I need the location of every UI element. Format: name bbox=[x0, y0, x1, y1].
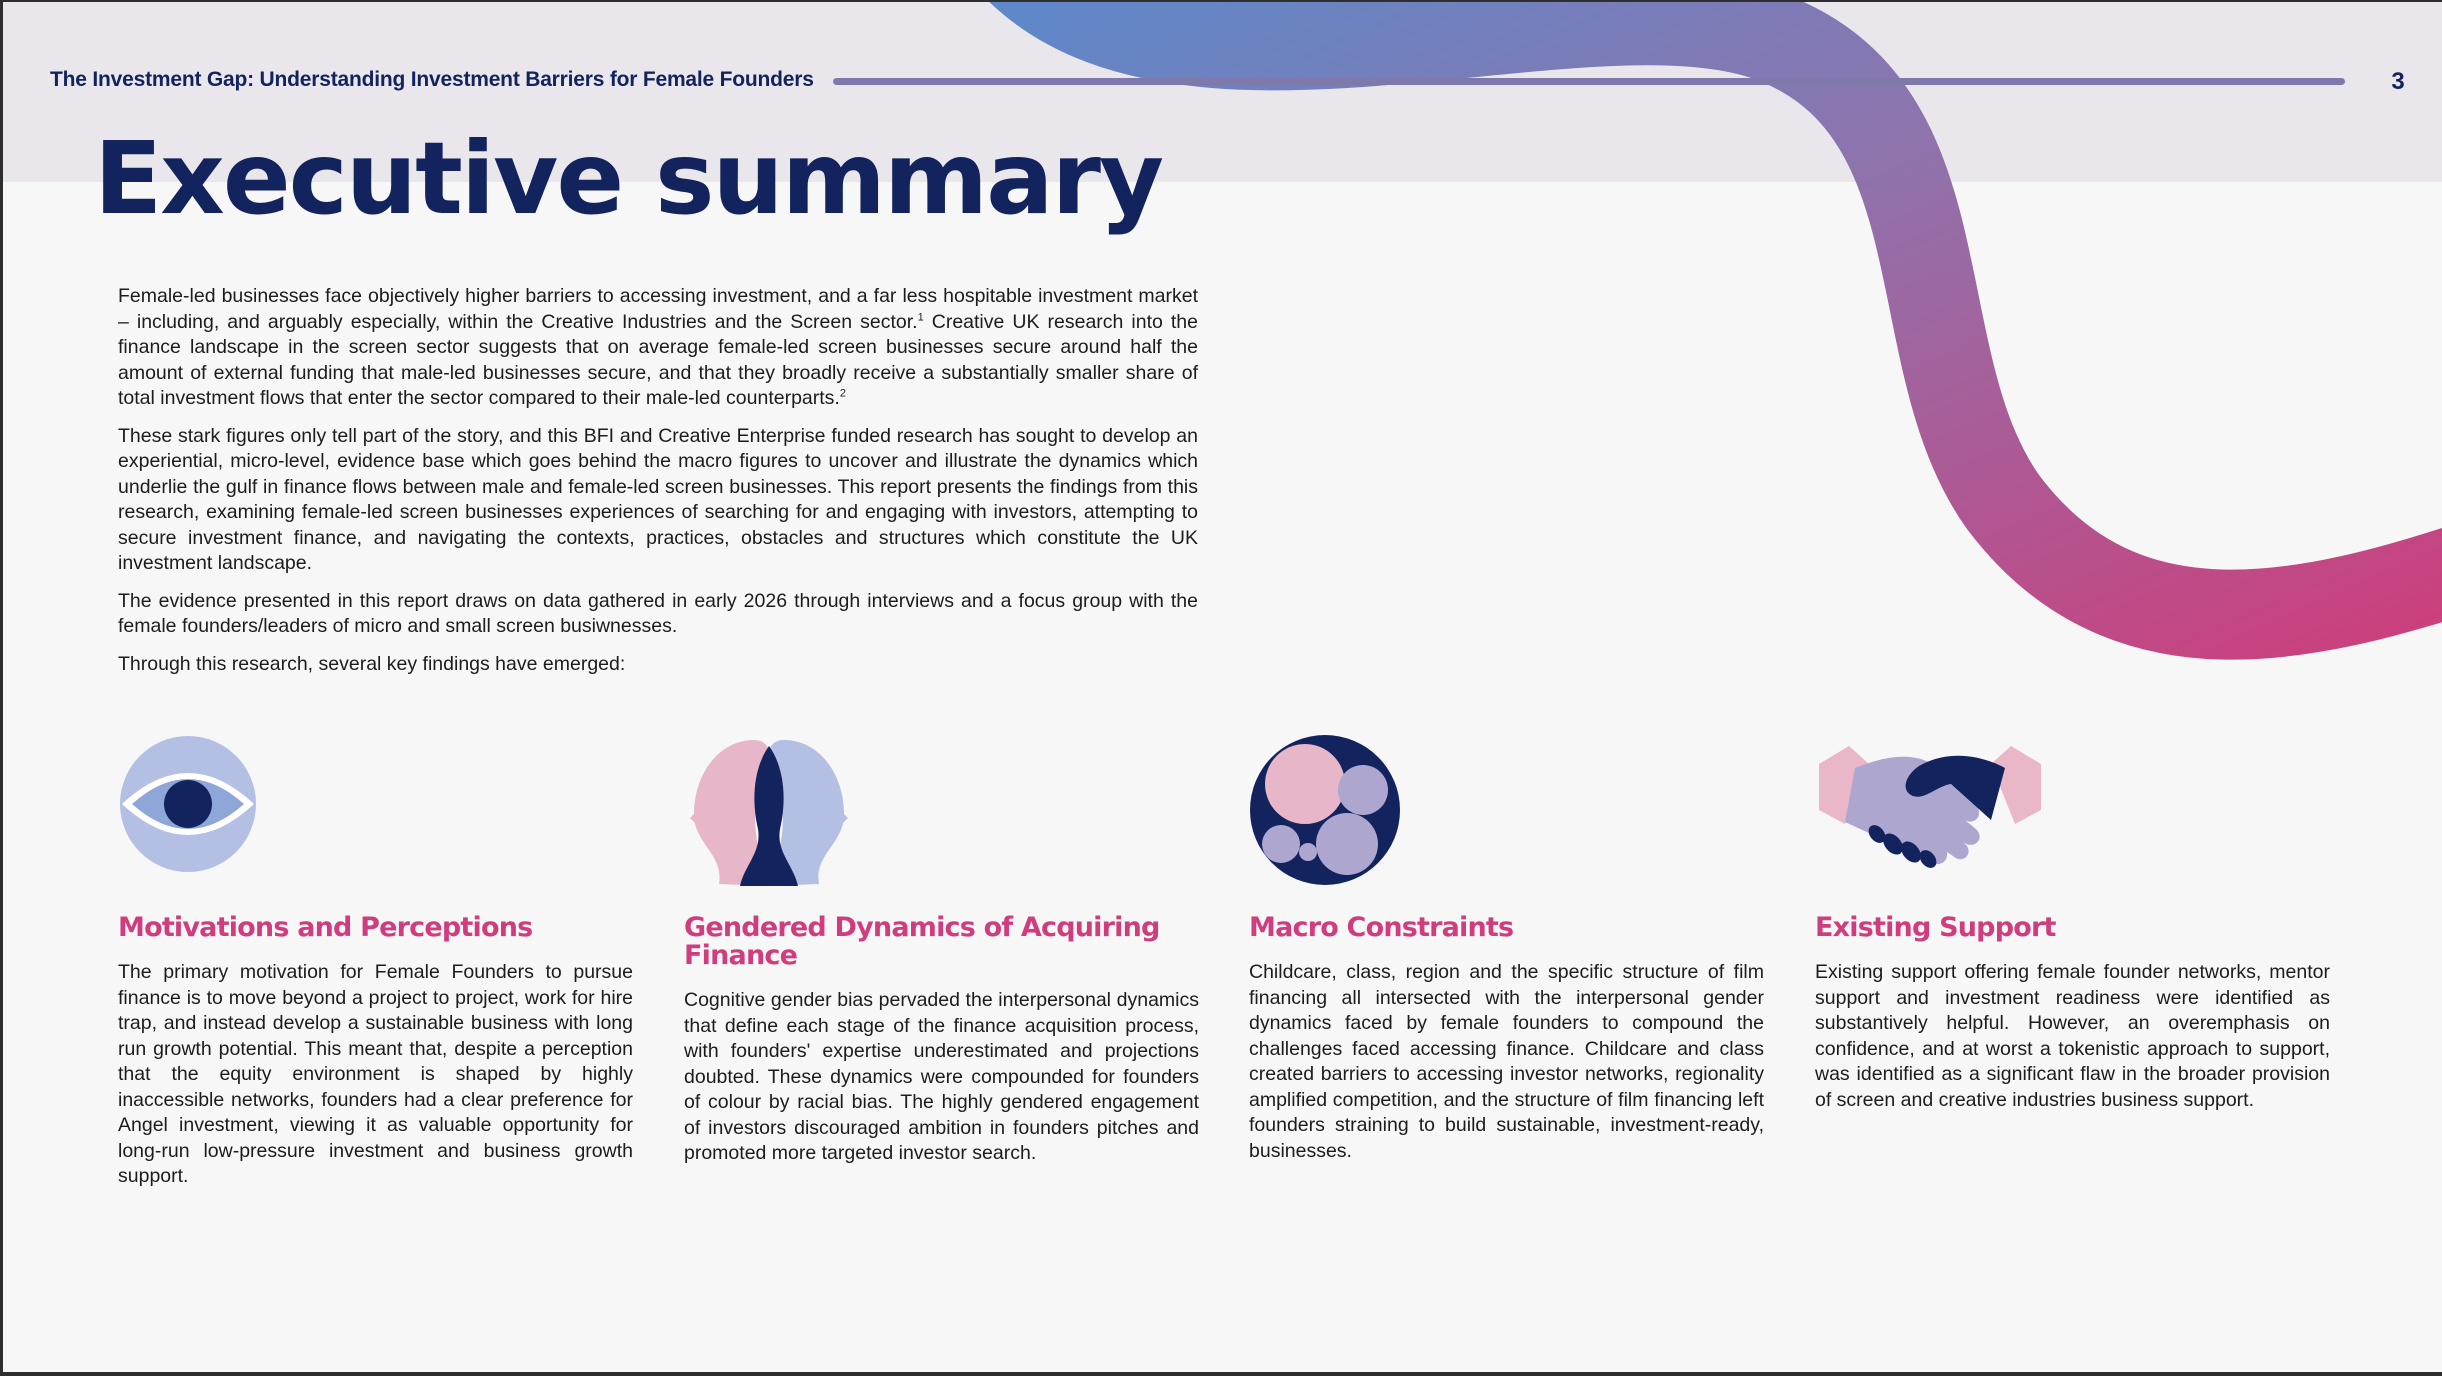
page-number: 3 bbox=[2391, 68, 2405, 95]
report-page bbox=[3, 2, 2442, 1372]
footnote-ref-2: 2 bbox=[839, 387, 846, 400]
finding-motivations bbox=[118, 730, 636, 1187]
circles-icon bbox=[1249, 734, 1405, 890]
two-faces-icon bbox=[684, 734, 854, 894]
report-title: The Investment Gap: Understanding Investment Barriers for Female Founders bbox=[50, 68, 814, 91]
page-title: Executive summary bbox=[94, 120, 1163, 237]
finding-body: Cognitive gender bias pervaded the interpersonal dynamics that define each stage of the finance acquisition process, with founders' expertise underestimated and projections doubted. These dynamics were compounded for founders of colour by racial bias. The highly gendered engagement of investors discouraged ambition in founders pitches and promoted more targeted investor search. bbox=[684, 989, 1199, 1164]
finding-existing-support bbox=[1815, 730, 2333, 1111]
finding-title: Existing Support bbox=[1815, 912, 2056, 943]
finding-body: Existing support offering female founder networks, mentor support and investment readiness were identified as substantively helpful. However, an overemphasis on confidence, and at worst a tokenistic approach to support, was identified as a significant flaw in the broader provision of screen and creative industries business support. bbox=[1815, 961, 2330, 1111]
finding-body: The primary motivation for Female Founders to pursue finance is to move beyond a project to project, work for hire trap, and instead develop a sustainable business with long run growth potential. This meant that, despite a perception that the equity environment is shaped by highly inaccessible networks, founders had a clear preference for Angel investment, viewing it as valuable opportunity for long-run low-pressure investment and business growth support. bbox=[118, 961, 633, 1187]
intro-text bbox=[118, 284, 1198, 689]
finding-title: Macro Constraints bbox=[1249, 912, 1514, 943]
intro-paragraph-1: Female-led businesses face objectively higher barriers to accessing investment, and a far less hospitable investment market – including, and arguably especially, within the Creative Industries and the Screen sector.$^1$ Creative UK research into the finance landscape in the screen sector suggests that on average female-led screen businesses secure around half the amount of external funding that male-led businesses secure, and that they broadly receive a substantially smaller share of total investment flows that enter the sector compared to their male-led counterparts.$^2$ bbox=[118, 285, 1199, 409]
intro-paragraph-4: Through this research, several key findings have emerged: bbox=[118, 652, 626, 675]
finding-title: Gendered Dynamics of Acquiring Finance bbox=[684, 912, 1160, 971]
finding-gendered-dynamics bbox=[684, 730, 1202, 1164]
header-divider-line bbox=[833, 78, 2345, 85]
intro-paragraph-3: The evidence presented in this report draws on data gathered in early 2026 through interviews and a focus group with the female founders/leaders of micro and small screen busiwnesses. bbox=[118, 589, 1198, 637]
eye-icon bbox=[118, 734, 258, 874]
finding-title: Motivations and Perceptions bbox=[118, 912, 533, 943]
finding-body: Childcare, class, region and the specific structure of film financing all intersected with the interpersonal gender dynamics faced by female founders to compound the challenges faced accessing finance. Childcare and class created barriers to accessing investor networks, regionality amplified competition, and the structure of film financing left founders straining to build sustainable, investment-ready, businesses. bbox=[1249, 961, 1764, 1162]
intro-paragraph-2: These stark figures only tell part of the story, and this BFI and Creative Enterprise funded research has sought to develop an experiential, micro-level, evidence base which goes behind the macro figures to uncover and illustrate the dynamics which underlie the gulf in finance flows between male and female-led screen businesses. This report presents the findings from this research, examining female-led screen businesses experiences of searching for and engaging with investors, attempting to secure investment finance, and navigating the contexts, practices, obstacles and structures which constitute the UK investment landscape. bbox=[118, 424, 1198, 574]
footnote-ref-1: 1 bbox=[917, 311, 924, 323]
handshake-icon bbox=[1815, 734, 2045, 884]
finding-macro-constraints bbox=[1249, 730, 1767, 1162]
